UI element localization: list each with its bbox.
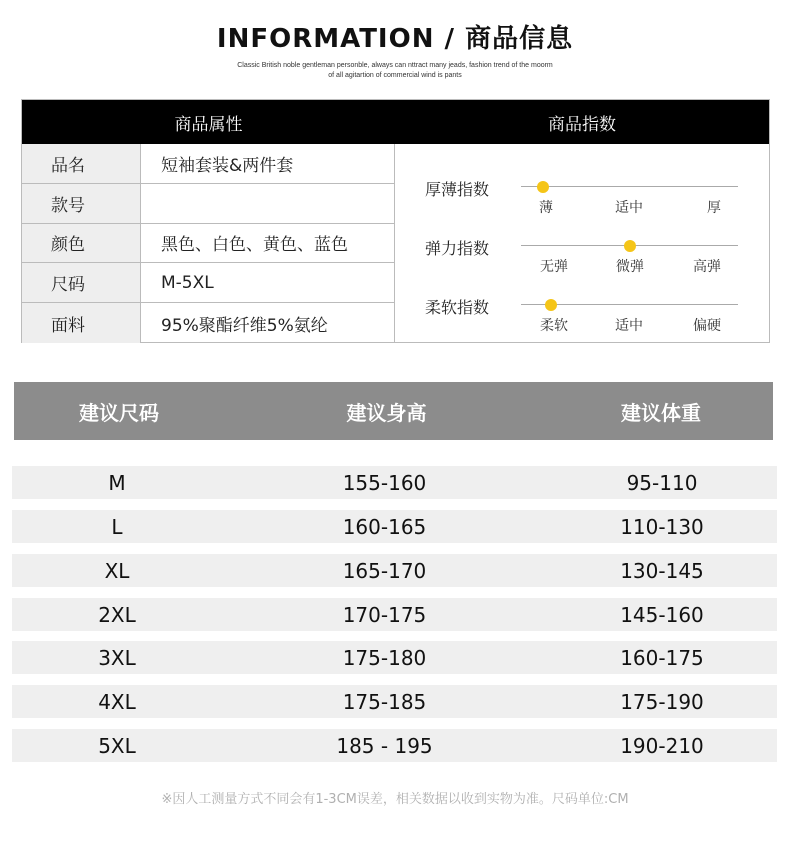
index-option: 适中 bbox=[615, 318, 643, 334]
cell-height: 160-165 bbox=[342, 514, 427, 539]
attr-row bbox=[22, 303, 394, 343]
cell-size: 5XL bbox=[98, 733, 136, 758]
attr-value: 95%聚酯纤维5%氨纶 bbox=[161, 315, 328, 336]
index-option: 柔软 bbox=[540, 318, 568, 334]
header bbox=[0, 18, 790, 81]
cell-size: 4XL bbox=[98, 689, 136, 714]
index-row-softness bbox=[395, 295, 770, 345]
table-row bbox=[12, 685, 777, 718]
header-weight: 建议体重 bbox=[621, 400, 701, 425]
attr-value bbox=[141, 184, 394, 223]
index-level-dot bbox=[537, 181, 549, 193]
index-header: 商品指数 bbox=[548, 114, 616, 135]
table-row bbox=[12, 466, 777, 499]
index-level-dot bbox=[624, 240, 636, 252]
cell-height: 155-160 bbox=[342, 470, 427, 495]
index-option: 厚 bbox=[707, 200, 721, 216]
index-option: 微弹 bbox=[616, 259, 644, 275]
cell-height: 185 - 195 bbox=[336, 733, 433, 758]
table-row bbox=[12, 554, 777, 587]
cell-weight: 160-175 bbox=[620, 645, 704, 670]
cell-weight: 130-145 bbox=[620, 558, 704, 583]
cell-weight: 175-190 bbox=[620, 689, 704, 714]
index-option: 薄 bbox=[539, 200, 553, 216]
subtitle-line-1: Classic British noble gentleman personble, always can nttract many jeads, fashion trend of the moorm bbox=[237, 62, 553, 69]
size-table bbox=[14, 382, 773, 758]
index-option: 高弹 bbox=[693, 259, 721, 275]
attr-key: 品名 bbox=[22, 144, 141, 183]
index-option: 适中 bbox=[615, 200, 643, 216]
attribute-table bbox=[22, 144, 395, 343]
attr-key: 面料 bbox=[22, 303, 141, 343]
cell-weight: 145-160 bbox=[620, 602, 704, 627]
cell-size: XL bbox=[104, 558, 130, 583]
info-header bbox=[22, 100, 769, 144]
cell-weight: 110-130 bbox=[620, 514, 704, 539]
page-subtitle bbox=[0, 61, 790, 81]
product-info-panel bbox=[21, 99, 770, 343]
index-label: 厚薄指数 bbox=[425, 180, 490, 199]
attr-value: M-5XL bbox=[161, 272, 214, 293]
index-level-dot bbox=[545, 299, 557, 311]
cell-height: 170-175 bbox=[342, 602, 427, 627]
size-table-header bbox=[14, 382, 773, 440]
index-option: 无弹 bbox=[540, 259, 568, 275]
attr-value: 黑色、白色、黄色、蓝色 bbox=[161, 235, 348, 256]
cell-height: 165-170 bbox=[342, 558, 427, 583]
attr-key: 尺码 bbox=[22, 263, 141, 302]
table-row bbox=[12, 729, 777, 762]
attr-key: 颜色 bbox=[22, 224, 141, 263]
attr-row bbox=[22, 224, 394, 264]
subtitle-line-2: of all agitartion of commercial wind is pants bbox=[328, 72, 462, 79]
index-row-thickness bbox=[395, 177, 770, 227]
index-label: 柔软指数 bbox=[425, 298, 490, 317]
cell-weight: 190-210 bbox=[620, 733, 704, 758]
cell-size: M bbox=[108, 470, 126, 495]
index-option: 偏硬 bbox=[693, 318, 721, 334]
attr-value: 短袖套装&两件套 bbox=[161, 155, 294, 176]
index-scale-line bbox=[521, 186, 738, 187]
attr-header: 商品属性 bbox=[174, 114, 243, 135]
attr-row bbox=[22, 263, 394, 303]
page-title: INFORMATION / 商品信息 bbox=[216, 24, 574, 54]
table-row bbox=[12, 641, 777, 674]
table-row bbox=[12, 598, 777, 631]
measurement-note: ※因人工测量方式不同会有1-3CM误差，相关数据以收到实物为准。尺码单位:CM bbox=[161, 792, 629, 807]
index-label: 弹力指数 bbox=[425, 239, 490, 258]
attr-row bbox=[22, 184, 394, 224]
index-panel bbox=[395, 144, 769, 343]
cell-height: 175-180 bbox=[342, 645, 427, 670]
cell-size: 2XL bbox=[98, 602, 136, 627]
cell-height: 175-185 bbox=[342, 689, 427, 714]
index-row-elasticity bbox=[395, 236, 770, 286]
cell-weight: 95-110 bbox=[626, 470, 698, 495]
header-size: 建议尺码 bbox=[79, 400, 159, 425]
cell-size: L bbox=[111, 514, 123, 539]
table-row bbox=[12, 510, 777, 543]
attr-row bbox=[22, 144, 394, 184]
header-height: 建议身高 bbox=[346, 400, 427, 425]
attr-key: 款号 bbox=[22, 184, 141, 223]
cell-size: 3XL bbox=[98, 645, 136, 670]
